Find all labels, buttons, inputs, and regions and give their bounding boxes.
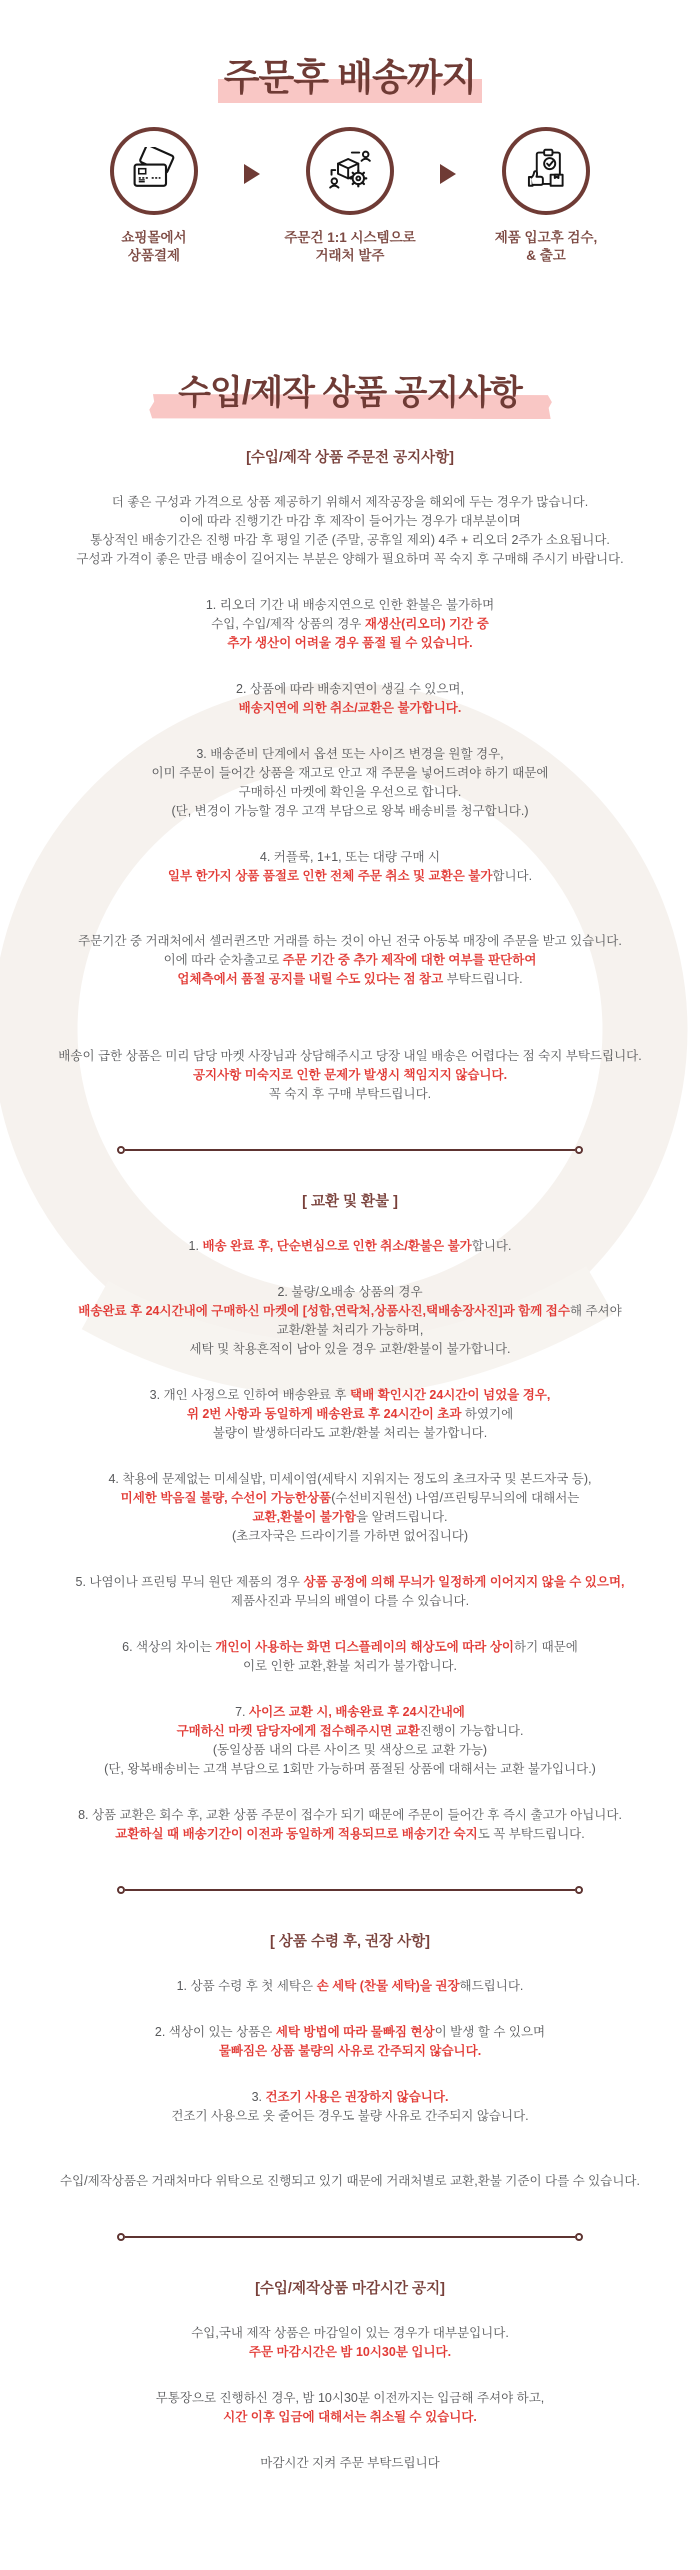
body-text: 1. <box>188 1239 203 1254</box>
divider-end-ring <box>575 1146 583 1154</box>
section-heading: [ 상품 수령 후, 권장 사항] <box>270 1934 430 1951</box>
notice-section <box>0 1930 700 2191</box>
notice-block <box>0 1283 700 1359</box>
body-text: 1. 리오더 기간 내 배송지연으로 인한 환불은 불가하며 <box>205 598 495 613</box>
process-step <box>458 127 634 265</box>
emphasis-text: 재생산(리오더) 기간 중 <box>364 617 489 632</box>
body-text: (동일상품 내의 다른 사이즈 및 색상으로 교환 가능) <box>212 1743 488 1758</box>
body-text: 8. 상품 교환은 회수 후, 교환 상품 주문이 접수가 되기 때문에 주문이 들어간 후 즉시 출고가 아닙니다. <box>78 1808 622 1823</box>
body-text: 이에 따라 진행기간 마감 후 제작이 들어가는 경우가 대부분이며 <box>179 514 521 529</box>
body-text: 합니다. <box>492 869 533 884</box>
inspection-shipping-icon <box>502 127 590 215</box>
notice-line <box>0 2107 700 2126</box>
notice-block <box>0 1237 700 1256</box>
notice-line <box>0 1302 700 1321</box>
notice-line <box>0 2023 700 2042</box>
notice-line <box>0 1760 700 1779</box>
section-heading: [ 교환 및 환불 ] <box>302 1194 398 1211</box>
notice-title-text: 수입/제작 상품 공지사항 <box>178 373 522 412</box>
notice-line <box>0 1321 700 1340</box>
body-text: (초크자국은 드라이기를 가하면 없어집니다) <box>231 1529 469 1544</box>
notice-block <box>0 848 700 886</box>
notice-line <box>0 1237 700 1256</box>
body-text: 5. 나염이나 프린팅 무늬 원단 제품의 경우 <box>75 1575 304 1590</box>
notice-block <box>0 680 700 718</box>
notice-line <box>0 1573 700 1592</box>
body-text: 세탁 및 착용흔적이 남아 있을 경우 교환/환불이 불가합니다. <box>189 1342 511 1357</box>
emphasis-text: 위 2번 사항과 동일하게 배송완료 후 24시간이 초과 <box>186 1407 462 1422</box>
body-text: 마감시간 지켜 주문 부탁드립니다 <box>260 2456 440 2471</box>
notice-line <box>0 1722 700 1741</box>
body-text: 구매하신 마켓에 확인을 우선으로 합니다. <box>238 785 462 800</box>
body-text: 구성과 가격이 좋은 만큼 배송이 길어지는 부분은 양해가 필요하며 꼭 숙지 후 구매해 주시기 바랍니다. <box>76 552 624 567</box>
notice-line <box>0 1340 700 1359</box>
divider-end-ring <box>575 2233 583 2241</box>
notice-block <box>0 1806 700 1844</box>
notice-block <box>0 2324 700 2362</box>
process-steps <box>0 127 700 265</box>
notice-block <box>0 2088 700 2126</box>
notice-line <box>0 1527 700 1546</box>
order-system-icon <box>306 127 394 215</box>
emphasis-text: 사이즈 교환 시, 배송완료 후 24시간내에 <box>249 1705 465 1720</box>
body-text: 배송이 급한 상품은 미리 담당 마켓 사장님과 상담해주시고 당장 내일 배송은 어렵다는 점 숙지 부탁드립니다. <box>58 1049 642 1064</box>
section-divider <box>117 2233 583 2241</box>
body-text: 4. 착용에 문제없는 미세실밥, 미세이염(세탁시 지워지는 정도의 초크자국 및 본드자국 등), <box>108 1472 592 1487</box>
body-text: (수선비지원선) 나염/프린팅무늬의에 대해서는 <box>331 1491 580 1506</box>
body-text: 해 주셔야 <box>569 1304 622 1319</box>
notice-line <box>0 2042 700 2061</box>
body-text: 도 꼭 부탁드립니다. <box>477 1827 585 1842</box>
notice-line <box>0 1977 700 1996</box>
notice-line <box>0 615 700 634</box>
step-label-line: & 출고 <box>526 247 566 263</box>
notice-title <box>0 375 700 412</box>
notice-line <box>0 1508 700 1527</box>
emphasis-text: 구매하신 마켓 담당자에게 접수해주시면 교환 <box>176 1724 420 1739</box>
notice-block <box>0 596 700 653</box>
notice-block <box>0 2454 700 2473</box>
notice-line <box>0 1424 700 1443</box>
notice-block <box>0 1573 700 1611</box>
emphasis-text: 물빠짐은 상품 불량의 사유로 간주되지 않습니다. <box>218 2044 482 2059</box>
step-label-line: 쇼핑몰에서 <box>121 229 187 245</box>
body-text: 교환/환불 처리가 가능하며, <box>276 1323 424 1338</box>
body-text: 주문기간 중 거래처에서 셀러퀸즈만 거래를 하는 것이 아닌 전국 아동복 매장에 주문을 받고 있습니다. <box>78 934 622 949</box>
notice-line <box>0 2408 700 2427</box>
body-text: 통상적인 배송기간은 진행 마감 후 평일 기준 (주말, 공휴일 제외) 4주 + 리오더 2주가 소요됩니다. <box>90 533 610 548</box>
arrow-right-icon <box>440 164 456 184</box>
notice-line <box>0 550 700 569</box>
emphasis-text: 추가 생산이 어려울 경우 품절 될 수 있습니다. <box>227 636 473 651</box>
notice-line <box>0 531 700 550</box>
emphasis-text: 건조기 사용은 권장하지 않습니다. <box>265 2090 449 2105</box>
notice-block <box>0 2389 700 2427</box>
body-text: 2. 색상이 있는 상품은 <box>154 2025 276 2040</box>
emphasis-text: 손 세탁 (찬물 세탁)을 권장 <box>316 1979 460 1994</box>
body-text: 이미 주문이 들어간 상품을 재고로 안고 재 주문을 넣어드려야 하기 때문에 <box>151 766 549 781</box>
body-text: (단, 변경이 가능할 경우 고객 부담으로 왕복 배송비를 청구합니다.) <box>171 804 529 819</box>
notice-line <box>0 2088 700 2107</box>
notice-line <box>0 848 700 867</box>
process-step <box>262 127 438 265</box>
notice-block <box>0 1386 700 1443</box>
notice-block <box>0 1977 700 1996</box>
emphasis-text: 교환하실 때 배송기간이 이전과 동일하게 적용되므로 배송기간 숙지 <box>115 1827 478 1842</box>
notice-block <box>0 1703 700 1779</box>
divider-line <box>125 2236 575 2238</box>
divider-end-ring <box>117 2233 125 2241</box>
step-label-line: 상품결제 <box>127 247 181 263</box>
body-text: 건조기 사용으로 옷 줄어든 경우도 불량 사유로 간주되지 않습니다. <box>171 2109 529 2124</box>
notice-line <box>0 932 700 951</box>
process-title-text: 주문후 배송까지 <box>223 57 477 98</box>
body-text: 부탁드립니다. <box>443 972 523 987</box>
body-text: 제품사진과 무늬의 배열이 다를 수 있습니다. <box>230 1594 470 1609</box>
arrow-right-icon <box>244 164 260 184</box>
process-step-label <box>121 229 186 265</box>
notice-line <box>0 783 700 802</box>
body-text: 7. <box>235 1705 250 1720</box>
section-heading: [수입/제작 상품 주문전 공지사항] <box>246 450 454 467</box>
notice-block <box>0 1470 700 1546</box>
notice-line <box>0 2324 700 2343</box>
notice-block <box>0 2023 700 2061</box>
emphasis-text: 일부 한가지 상품 품절로 인한 전체 주문 취소 및 교환은 불가 <box>167 869 493 884</box>
body-text: 3. <box>251 2090 266 2105</box>
process-title <box>0 58 700 99</box>
emphasis-text: 미세한 박음질 불량, 수선이 가능한상품 <box>120 1491 332 1506</box>
notice-line <box>0 745 700 764</box>
body-text: 이로 인한 교환,환불 처리가 불가합니다. <box>242 1659 458 1674</box>
notice-line <box>0 1825 700 1844</box>
divider-end-ring <box>117 1886 125 1894</box>
body-text: 꼭 숙지 후 구매 부탁드립니다. <box>268 1087 432 1102</box>
notice-block <box>0 932 700 989</box>
notice-section <box>0 446 700 1104</box>
body-text: 불량이 발생하더라도 교환/환불 처리는 불가합니다. <box>212 1426 488 1441</box>
process-step-label <box>495 229 598 265</box>
notice-line <box>0 1741 700 1760</box>
notice-title-highlight <box>178 375 522 412</box>
notice-line <box>0 1592 700 1611</box>
emphasis-text: 주문 기간 중 추가 제작에 대한 여부를 판단하여 <box>282 953 537 968</box>
body-text: 2. 상품에 따라 배송지연이 생길 수 있으며, <box>236 682 464 697</box>
body-text: 무통장으로 진행하신 경우, 밤 10시30분 이전까지는 입금해 주셔야 하고, <box>155 2391 545 2406</box>
notice-line <box>0 802 700 821</box>
notice-sections <box>0 446 700 2473</box>
body-text: 1. 상품 수령 후 첫 세탁은 <box>176 1979 317 1994</box>
notice-block <box>0 1047 700 1104</box>
notice-section <box>0 2277 700 2473</box>
step-label-line: 제품 입고후 검수, <box>494 229 598 245</box>
notice-line <box>0 1638 700 1657</box>
notice-block <box>0 1638 700 1676</box>
step-label-line: 거래처 발주 <box>315 247 385 263</box>
body-text: 이 발생 할 수 있으며 <box>434 2025 546 2040</box>
body-text: 수입,국내 제작 상품은 마감일이 있는 경우가 대부분입니다. <box>191 2326 509 2341</box>
notice-line <box>0 699 700 718</box>
section-heading: [수입/제작상품 마감시간 공지] <box>255 2281 445 2298</box>
divider-line <box>125 1889 575 1891</box>
emphasis-text: 배송 완료 후, 단순변심으로 인한 취소/환불은 불가 <box>202 1239 472 1254</box>
notice-block <box>0 2172 700 2191</box>
notice-line <box>0 2343 700 2362</box>
notice-line <box>0 493 700 512</box>
emphasis-text: 상품 공정에 의해 무늬가 일정하게 이어지지 않을 수 있으며, <box>303 1575 625 1590</box>
notice-line <box>0 951 700 970</box>
notice-line <box>0 1405 700 1424</box>
body-text: 합니다. <box>471 1239 512 1254</box>
body-text: 해드립니다. <box>459 1979 524 1994</box>
body-text: 이에 따라 순차출고로 <box>163 953 283 968</box>
process-title-highlight <box>224 58 476 99</box>
body-text: 하였기에 <box>461 1407 514 1422</box>
process-step-label <box>284 229 415 265</box>
emphasis-text: 배송지연에 의한 취소/교환은 불가합니다. <box>238 701 462 716</box>
emphasis-text: 개인이 사용하는 화면 디스플레이의 해상도에 따라 상이 <box>215 1640 514 1655</box>
body-text: 더 좋은 구성과 가격으로 상품 제공하기 위해서 제작공장을 해외에 두는 경우가 많습니다. <box>111 495 589 510</box>
body-text: 수입/제작상품은 거래처마다 위탁으로 진행되고 있기 때문에 거래처별로 교환,환불 기준이 다를 수 있습니다. <box>60 2174 640 2189</box>
emphasis-text: 업체측에서 품절 공지를 내릴 수도 있다는 점 참고 <box>177 972 444 987</box>
notice-block <box>0 745 700 821</box>
notice-line <box>0 1470 700 1489</box>
emphasis-text: 시간 이후 입금에 대해서는 취소될 수 있습니다. <box>223 2410 477 2425</box>
notice-line <box>0 2454 700 2473</box>
section-divider <box>117 1886 583 1894</box>
body-text: 4. 커플룩, 1+1, 또는 대량 구매 시 <box>259 850 441 865</box>
notice-line <box>0 1047 700 1066</box>
notice-line <box>0 2172 700 2191</box>
emphasis-text: 택배 확인시간 24시간이 넘었을 경우, <box>350 1388 551 1403</box>
section-divider <box>117 1146 583 1154</box>
emphasis-text: 세탁 방법에 따라 물빠짐 현상 <box>275 2025 435 2040</box>
emphasis-text: 교환,환불이 불가함 <box>252 1510 357 1525</box>
notice-line <box>0 970 700 989</box>
notice-line <box>0 1489 700 1508</box>
divider-end-ring <box>575 1886 583 1894</box>
notice-line <box>0 764 700 783</box>
notice-line <box>0 512 700 531</box>
body-text: 3. 배송준비 단계에서 옵션 또는 사이즈 변경을 원할 경우, <box>196 747 504 762</box>
notice-line <box>0 1283 700 1302</box>
body-text: 하기 때문에 <box>514 1640 578 1655</box>
divider-end-ring <box>117 1146 125 1154</box>
notice-line <box>0 2389 700 2408</box>
divider-line <box>125 1149 575 1151</box>
body-text: 을 알려드립니다. <box>356 1510 448 1525</box>
credit-card-icon <box>110 127 198 215</box>
process-step <box>66 127 242 265</box>
body-text: 진행이 가능합니다. <box>419 1724 524 1739</box>
emphasis-text: 공지사항 미숙지로 인한 문제가 발생시 책임지지 않습니다. <box>192 1068 508 1083</box>
emphasis-text: 배송완료 후 24시간내에 구매하신 마켓에 [성함,연락처,상품사진,택배송장사진]과 함께 접수 <box>78 1304 570 1319</box>
notice-line <box>0 596 700 615</box>
step-label-line: 주문건 1:1 시스템으로 <box>284 229 416 245</box>
notice-line <box>0 1806 700 1825</box>
body-text: 3. 개인 사정으로 인하여 배송완료 후 <box>149 1388 350 1403</box>
body-text: 6. 색상의 차이는 <box>122 1640 216 1655</box>
notice-line <box>0 1085 700 1104</box>
body-text: (단, 왕복배송비는 고객 부담으로 1회만 가능하며 품절된 상품에 대해서는 교환 불가입니다.) <box>104 1762 596 1777</box>
notice-section <box>0 1190 700 1844</box>
emphasis-text: 주문 마감시간은 밤 10시30분 입니다. <box>248 2345 452 2360</box>
notice-line <box>0 634 700 653</box>
notice-line <box>0 680 700 699</box>
body-text: 수입, 수입/제작 상품의 경우 <box>211 617 365 632</box>
notice-line <box>0 867 700 886</box>
notice-line <box>0 1703 700 1722</box>
body-text: 2. 불량/오배송 상품의 경우 <box>277 1285 423 1300</box>
notice-block <box>0 493 700 569</box>
notice-line <box>0 1386 700 1405</box>
notice-line <box>0 1066 700 1085</box>
notice-line <box>0 1657 700 1676</box>
